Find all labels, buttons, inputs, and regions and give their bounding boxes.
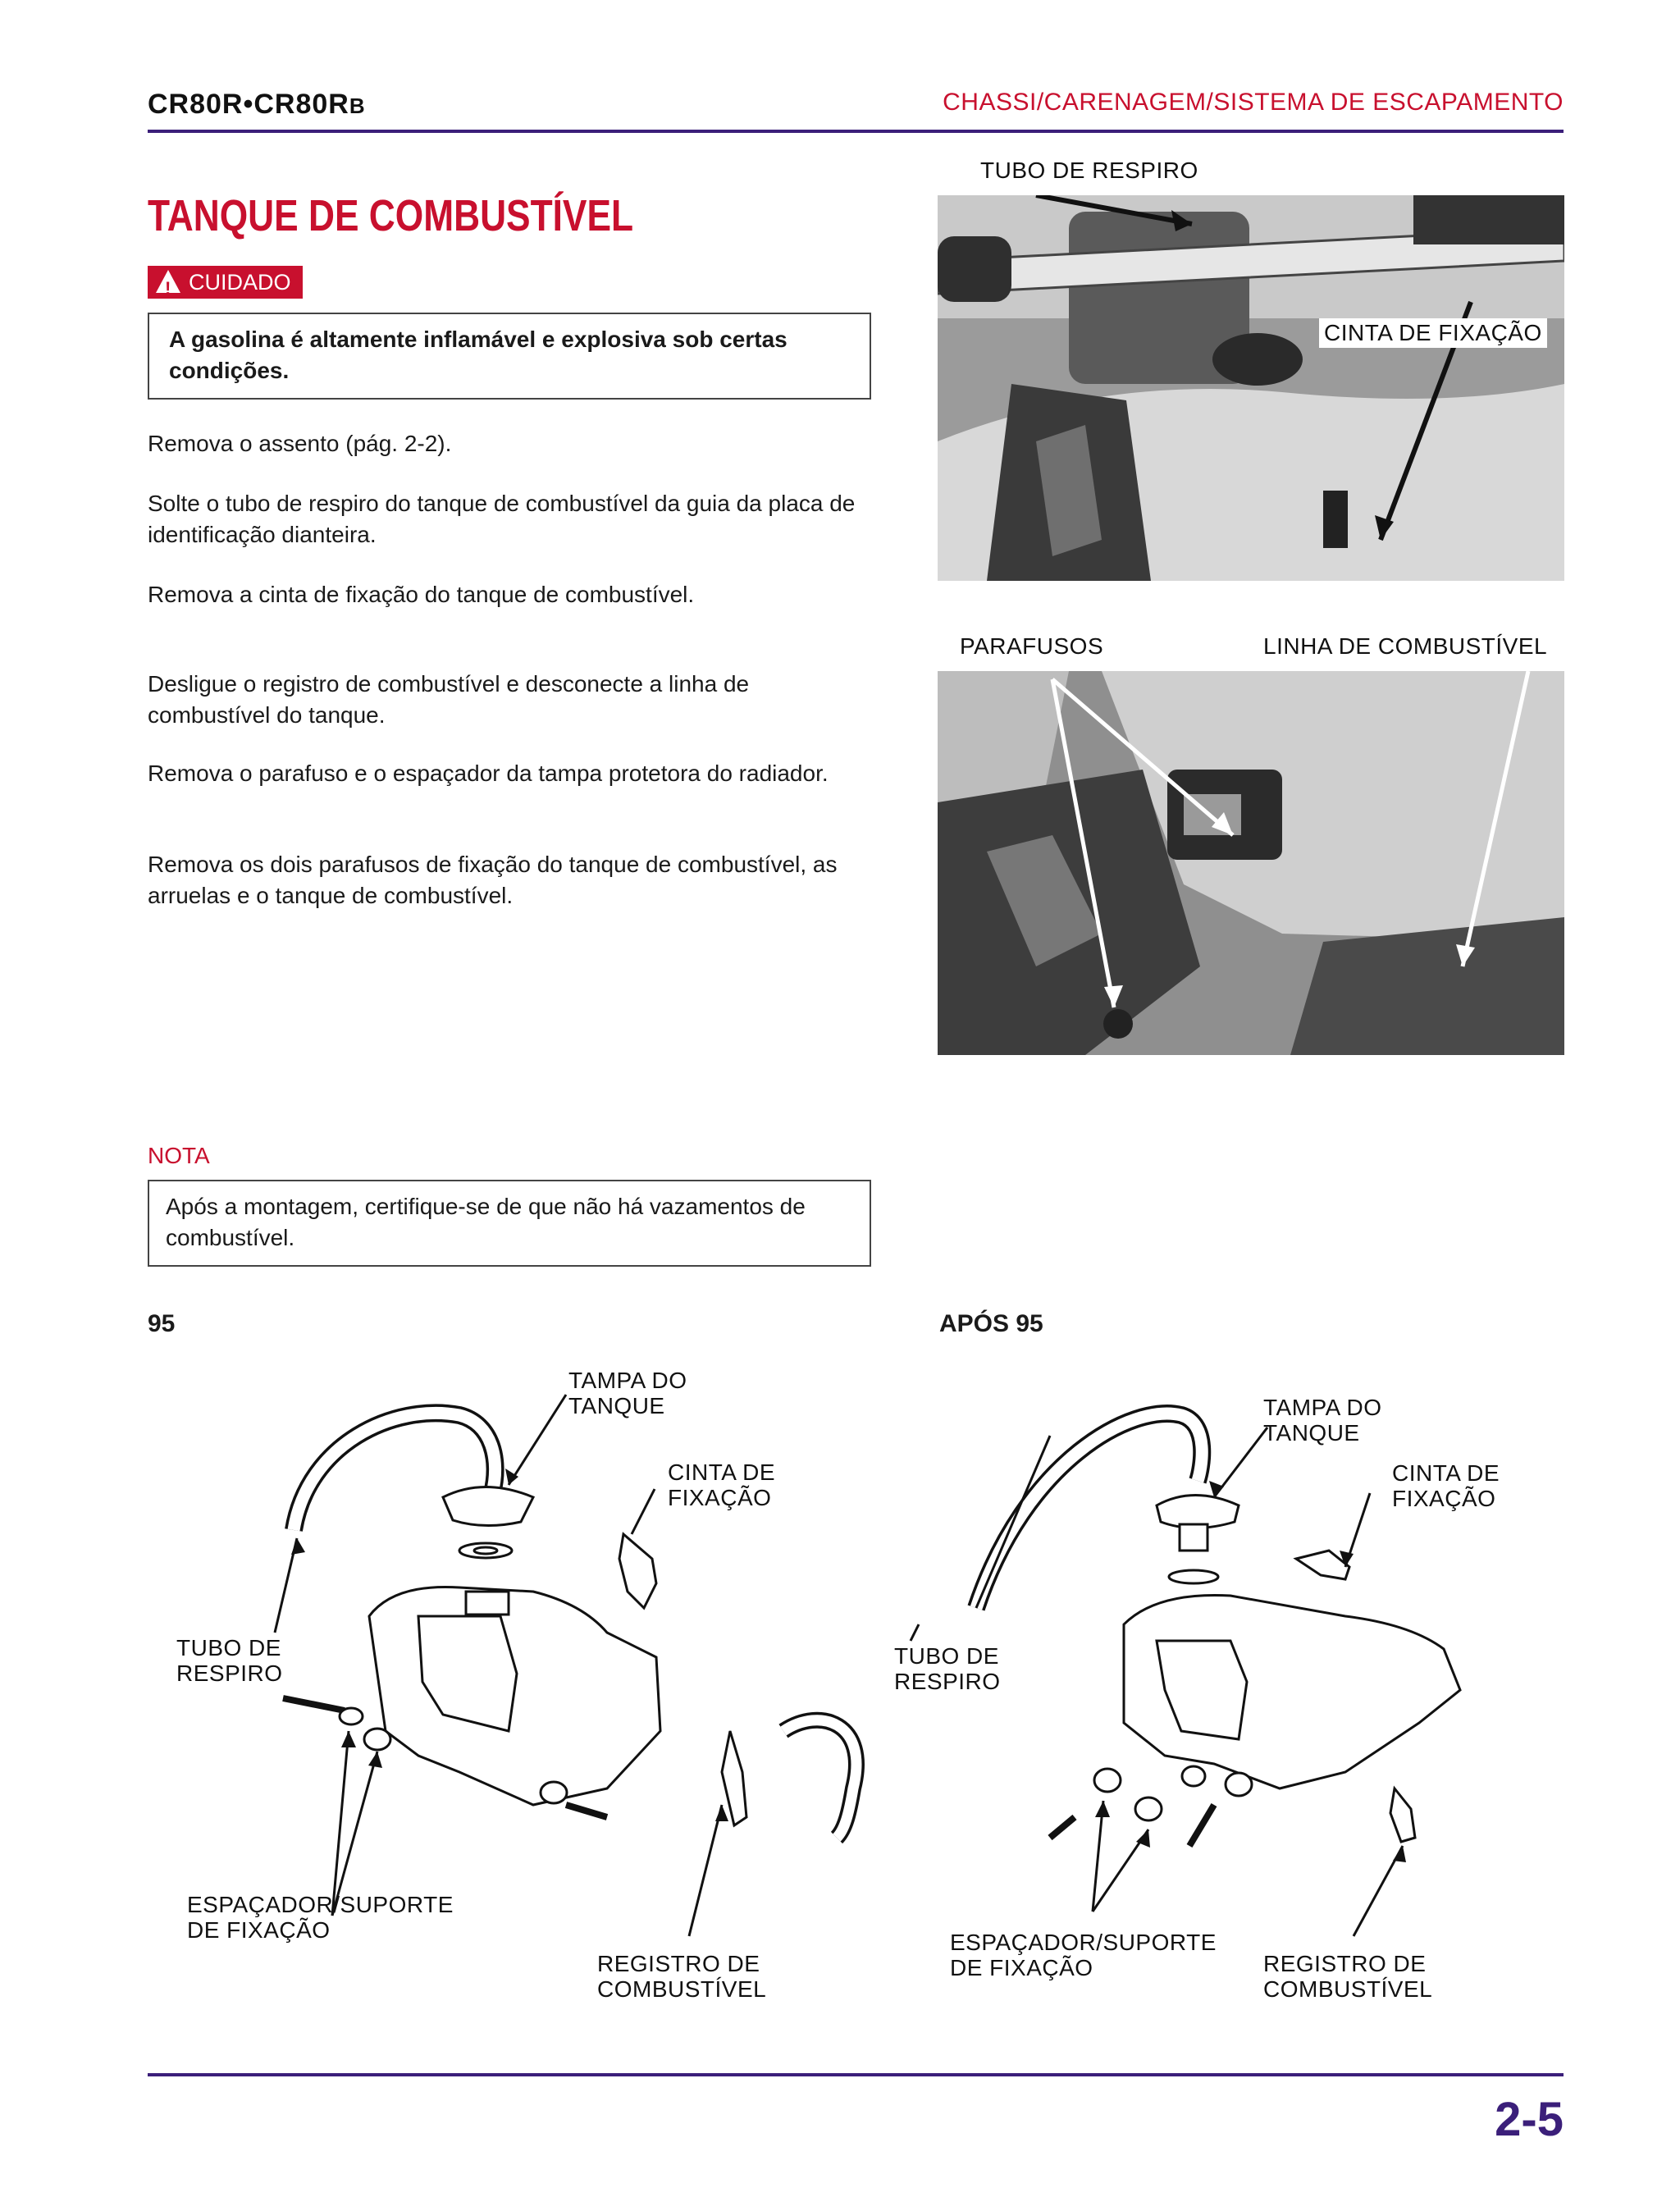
photo1-label-strap: CINTA DE FIXAÇÃO <box>1319 318 1547 348</box>
photo2-label-bolts: PARAFUSOS <box>960 633 1104 659</box>
footer-rule <box>148 2073 1564 2076</box>
caution-label: CUIDADO <box>189 270 291 295</box>
caution-text: A gasolina é altamente inflamável e explosiva sob certas condições. <box>169 327 788 383</box>
step-3: Remova a cinta de fixação do tanque de combustível. <box>148 582 695 607</box>
left-label-spacer-1: ESPAÇADOR/SUPORTE <box>187 1892 454 1917</box>
right-label-strap-1: CINTA DE <box>1392 1460 1500 1486</box>
right-label-breather-1: TUBO DE <box>894 1643 999 1669</box>
step-5: Remova o parafuso e o espaçador da tampa protetora do radiador. <box>148 761 829 786</box>
page-title: TANQUE DE COMBUSTÍVEL <box>148 191 634 240</box>
section-title: CHASSI/CARENAGEM/SISTEMA DE ESCAPAMENTO <box>943 89 1564 116</box>
warning-icon <box>156 270 180 293</box>
left-label-breather-1: TUBO DE <box>176 1635 281 1660</box>
note-text: Após a montagem, certifique-se de que não há vazamentos de combustível. <box>166 1194 806 1250</box>
left-label-breather-2: RESPIRO <box>176 1660 283 1686</box>
right-label-spacer-1: ESPAÇADOR/SUPORTE <box>950 1930 1217 1955</box>
note-label: NOTA <box>148 1143 210 1168</box>
left-label-cap-2: TANQUE <box>568 1393 665 1418</box>
photo-fuel-tank-top <box>938 195 1564 581</box>
left-label-cap-1: TAMPA DO <box>568 1368 687 1393</box>
photo2-illustration <box>938 671 1564 1055</box>
step-1: Remova o assento (pág. 2-2). <box>148 431 452 456</box>
right-label-cap-1: TAMPA DO <box>1263 1395 1382 1420</box>
header-rule <box>148 130 1564 133</box>
right-label-strap-2: FIXAÇÃO <box>1392 1486 1496 1511</box>
page-number: 2-5 <box>1495 2093 1564 2146</box>
right-label-cap-2: TANQUE <box>1263 1420 1360 1446</box>
left-label-fuel-valve-1: REGISTRO DE <box>597 1951 760 1976</box>
diagram-left-heading: 95 <box>148 1310 176 1337</box>
right-label-fuel-valve-1: REGISTRO DE <box>1263 1951 1427 1976</box>
left-label-strap-2: FIXAÇÃO <box>668 1485 772 1510</box>
right-label-breather-2: RESPIRO <box>894 1669 1001 1694</box>
note-box <box>148 1180 871 1267</box>
step-2: Solte o tubo de respiro do tanque de combustível da guia da placa de identificação dianteira. <box>148 491 856 547</box>
left-label-fuel-valve-2: COMBUSTÍVEL <box>597 1976 767 2002</box>
model-suffix: B <box>349 94 366 118</box>
left-label-strap-1: CINTA DE <box>668 1459 776 1485</box>
right-label-spacer-2: DE FIXAÇÃO <box>950 1955 1093 1980</box>
photo2-label-fuel-line: LINHA DE COMBUSTÍVEL <box>1263 633 1548 659</box>
photo1-label-breather: TUBO DE RESPIRO <box>980 158 1198 183</box>
step-4: Desligue o registro de combustível e desconecte a linha de combustível do tanque. <box>148 671 750 728</box>
photo-fuel-tank-mount <box>938 671 1564 1055</box>
model-name: CR80R•CR80RB <box>148 89 366 120</box>
caution-badge <box>148 266 303 299</box>
step-6: Remova os dois parafusos de fixação do tanque de combustível, as arruelas e o tanque de combustível. <box>148 852 838 908</box>
left-label-spacer-2: DE FIXAÇÃO <box>187 1917 331 1943</box>
photo1-illustration <box>938 195 1564 581</box>
right-label-fuel-valve-2: COMBUSTÍVEL <box>1263 1976 1433 2002</box>
diagram-right-heading: APÓS 95 <box>939 1310 1043 1337</box>
caution-box <box>148 313 871 400</box>
